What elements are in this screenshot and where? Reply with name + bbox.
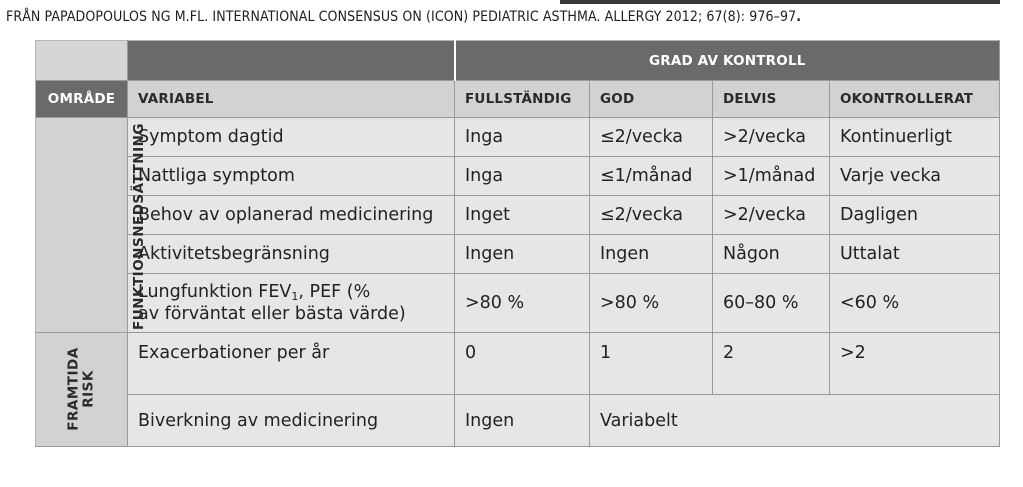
table-row <box>36 333 1000 395</box>
table-cell: Ingen <box>455 395 590 447</box>
row-variable: Symptom dagtid <box>128 118 455 157</box>
table-row <box>36 235 1000 274</box>
table-cell: ≤2/vecka <box>590 118 713 157</box>
table-cell-merged: Variabelt <box>590 395 1000 447</box>
table-cell: Någon <box>713 235 830 274</box>
row-variable-text: , PEF (% <box>298 282 371 302</box>
table-cell: Inga <box>455 157 590 196</box>
row-variable: Nattliga symptom <box>128 157 455 196</box>
table-cell: >2/vecka <box>713 118 830 157</box>
row-variable-text: Lungfunktion FEV <box>138 282 292 302</box>
control-grade-header: GRAD AV KONTROLL <box>455 41 1000 81</box>
row-variable: Biverkning av medicinering <box>128 395 455 447</box>
header-blank <box>128 41 455 81</box>
row-variable: Aktivitetsbegränsning <box>128 235 455 274</box>
section-impairment <box>36 118 147 333</box>
row-variable: Exacerbationer per år <box>128 333 455 395</box>
table-cell: 1 <box>590 333 713 395</box>
table-cell: Inga <box>455 118 590 157</box>
section-impairment-label: FUNKTIONSNEDSÄTTNING <box>130 123 147 330</box>
table-row <box>36 118 1000 157</box>
table-cell: 2 <box>713 333 830 395</box>
source-citation <box>6 9 1016 25</box>
table-cell: >1/månad <box>713 157 830 196</box>
header-corner <box>36 41 128 81</box>
uncontrolled-header: OKONTROLLERAT <box>830 81 1000 118</box>
table-cell: 0 <box>455 333 590 395</box>
table-cell: Dagligen <box>830 196 1000 235</box>
row-variable-text: av förväntat eller bästa värde) <box>138 304 406 324</box>
partial-control-header: DELVIS <box>713 81 830 118</box>
table-cell: <60 % <box>830 274 1000 333</box>
table-cell: Ingen <box>590 235 713 274</box>
table-cell: Ingen <box>455 235 590 274</box>
table-cell: >80 % <box>455 274 590 333</box>
source-citation-period: . <box>796 9 802 25</box>
table-row <box>36 157 1000 196</box>
section-future-risk <box>36 333 128 447</box>
source-citation-text: FRÅN PAPADOPOULOS NG M.FL. INTERNATIONAL CONSENSUS ON (ICON) PEDIATRIC ASTHMA. ALLERGY 2012; 67(8): 976–97 <box>6 9 797 25</box>
table-cell: >80 % <box>590 274 713 333</box>
table-row <box>36 196 1000 235</box>
full-control-header: FULLSTÄNDIG <box>455 81 590 118</box>
row-variable <box>128 274 455 333</box>
header-row-columns <box>36 81 1000 118</box>
section-future-risk-line1: FRAMTIDA <box>65 347 82 431</box>
section-future-risk-line2: RISK <box>80 370 97 408</box>
table-cell: Kontinuerligt <box>830 118 1000 157</box>
variable-header: VARIABEL <box>128 81 455 118</box>
table-cell: ≤2/vecka <box>590 196 713 235</box>
table-cell: ≤1/månad <box>590 157 713 196</box>
table-cell: 60–80 % <box>713 274 830 333</box>
table-cell: Varje vecka <box>830 157 1000 196</box>
table-row <box>36 395 1000 447</box>
table-row <box>36 274 1000 333</box>
table-cell: >2/vecka <box>713 196 830 235</box>
asthma-control-table <box>35 40 1000 447</box>
table-cell: >2 <box>830 333 1000 395</box>
cropped-title-remnant <box>560 0 1000 4</box>
section-future-risk-label <box>66 347 96 430</box>
table-cell: Uttalat <box>830 235 1000 274</box>
table-cell: Inget <box>455 196 590 235</box>
area-header: OMRÅDE <box>36 81 128 118</box>
row-variable-subscript: 1 <box>291 290 299 303</box>
row-variable: Behov av oplanerad medicinering <box>128 196 455 235</box>
good-control-header: GOD <box>590 81 713 118</box>
header-row-group <box>36 41 1000 81</box>
